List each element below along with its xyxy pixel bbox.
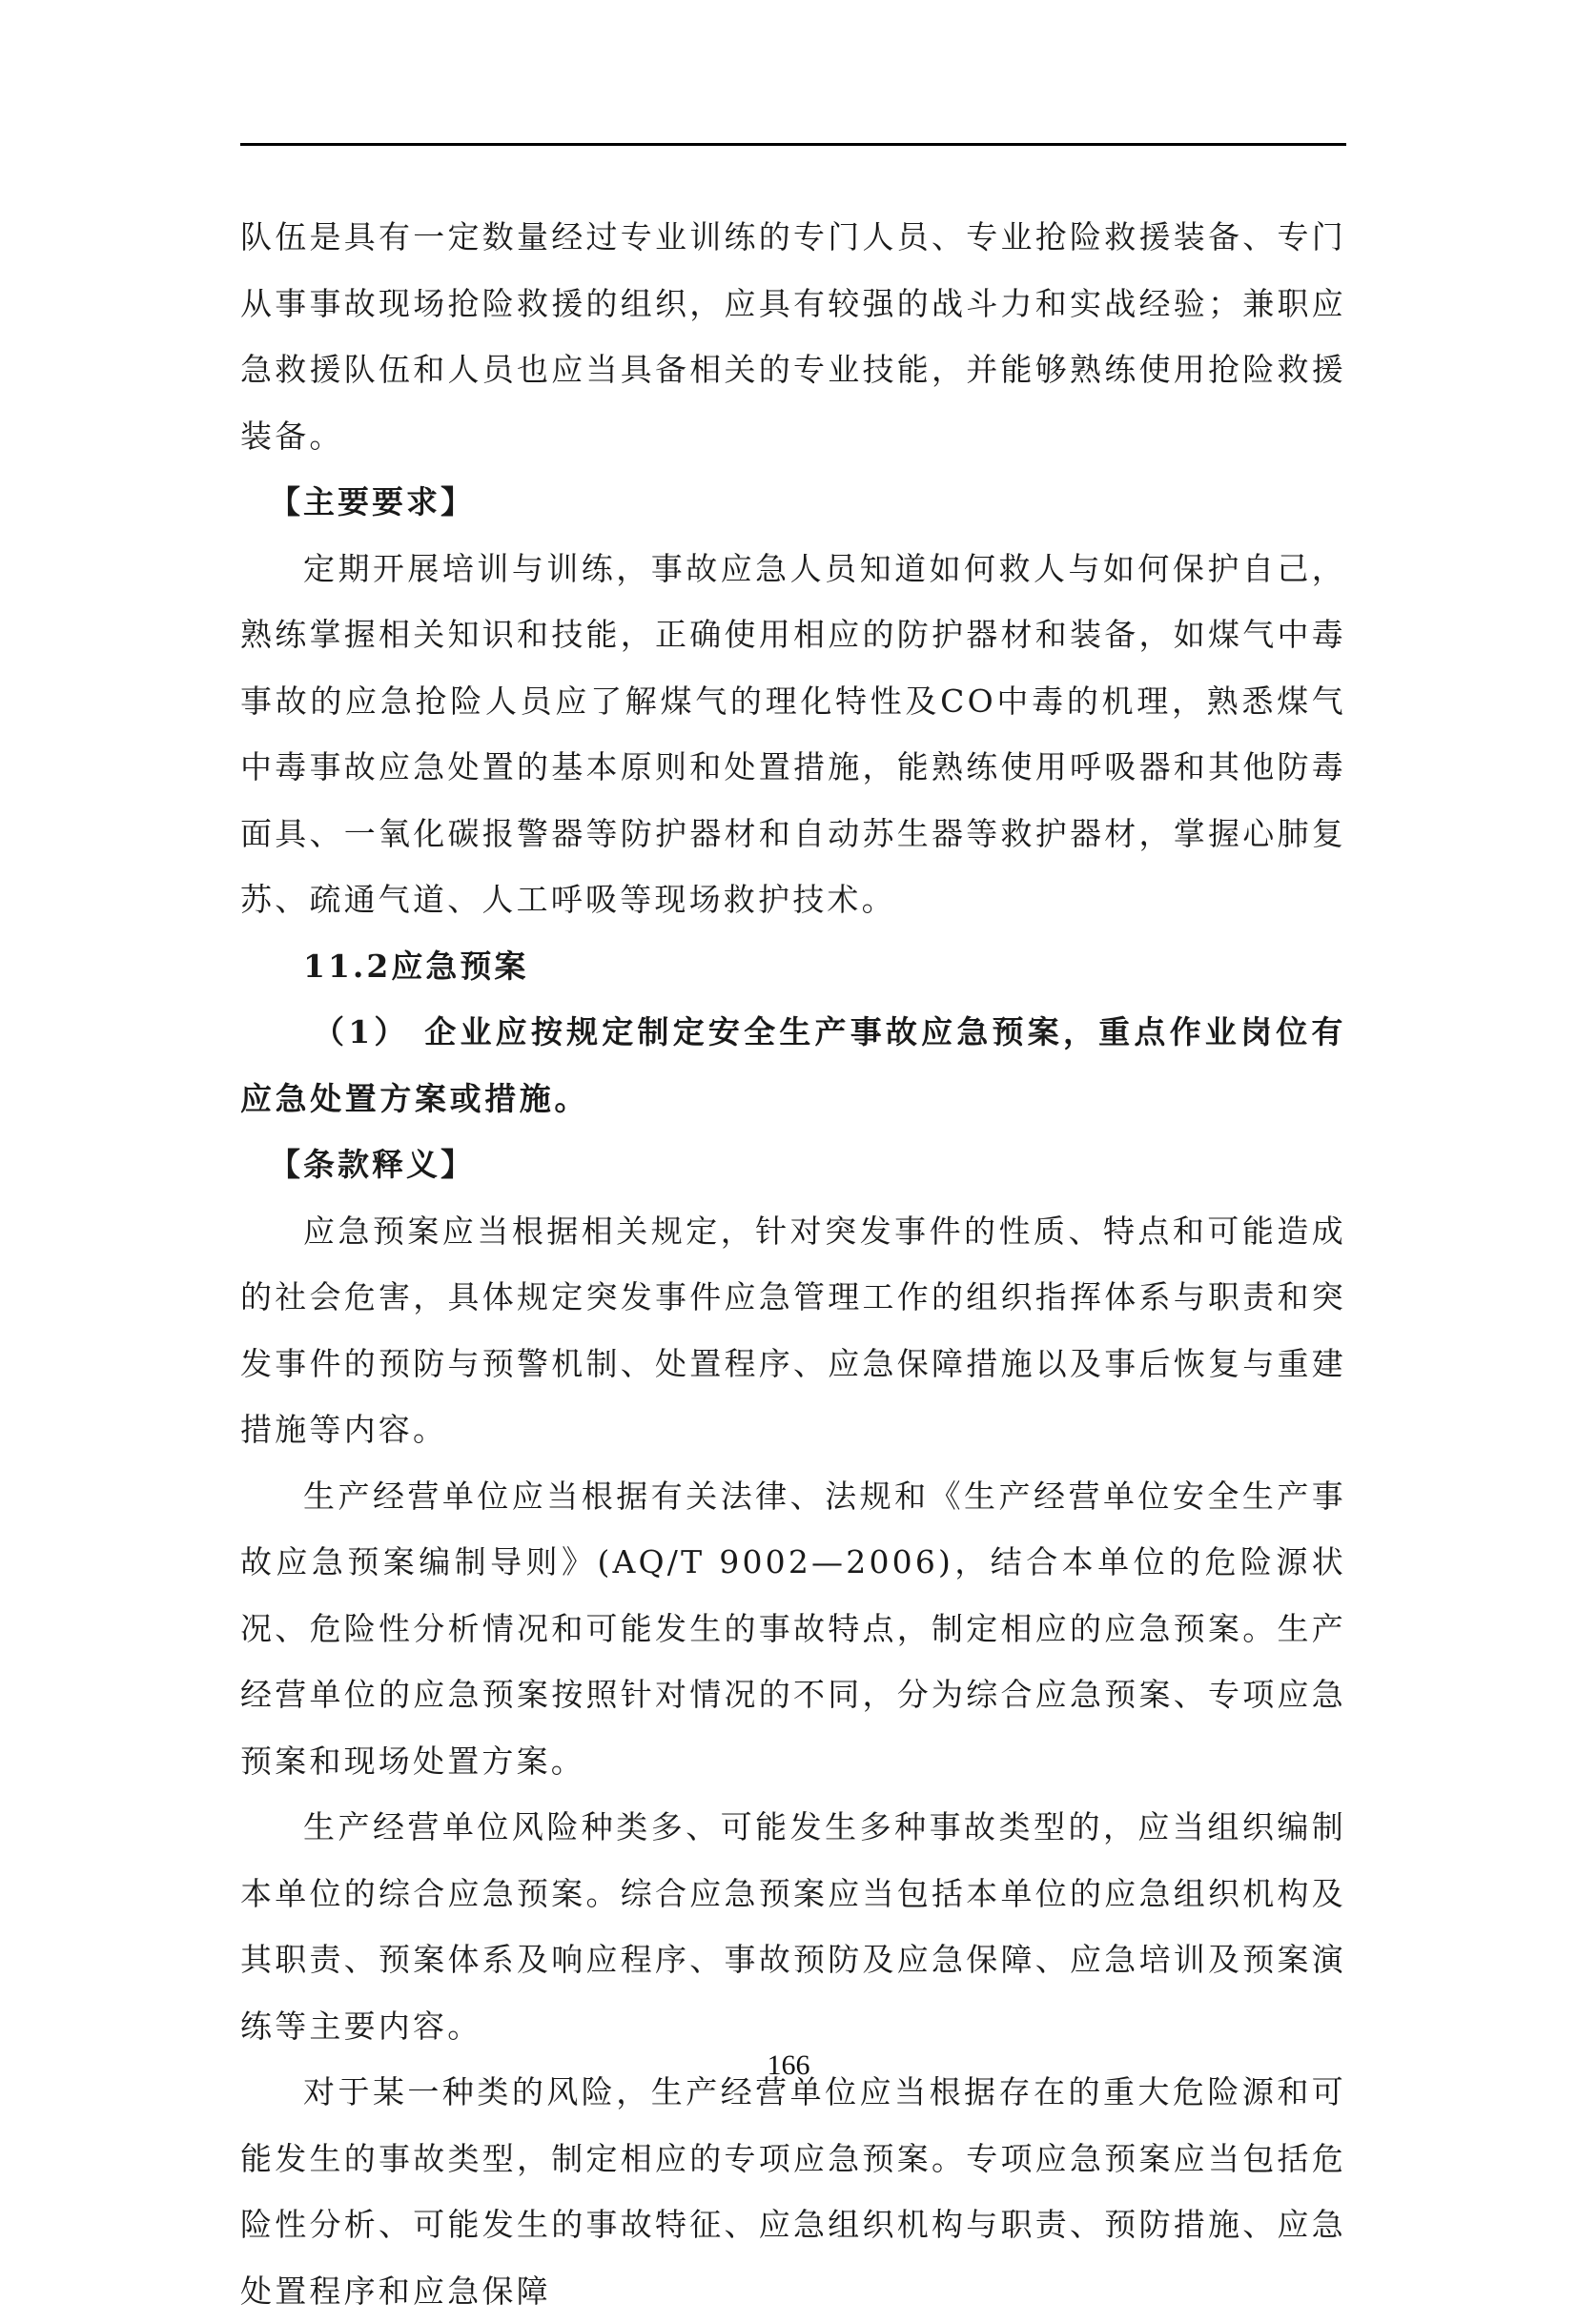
paragraph-special-plan: 对于某一种类的风险，生产经营单位应当根据存在的重大危险源和可能发生的事故类型，制定相应的专项应急预案。专项应急预案应当包括危险性分析、可能发生的事故特征、应急组织机构与职责、预防措施、应急处置程序和应急保障 <box>240 2073 1346 2310</box>
section-title-emergency-plan: 11.2应急预案 <box>303 947 529 985</box>
heading-clause-interpretation: 【条款释义】 <box>269 1146 475 1183</box>
header-rule <box>240 143 1346 146</box>
paragraph-comprehensive-plan: 生产经营单位风险种类多、可能发生多种事故类型的，应当组织编制本单位的综合应急预案。综合应急预案应当包括本单位的应急组织机构及其职责、预案体系及响应程序、事故预防及应急保障、应急培训及预案演练等主要内容。 <box>240 1808 1346 2045</box>
paragraph-training-requirements: 定期开展培训与训练，事故应急人员知道如何救人与如何保护自己，熟练掌握相关知识和技能，正确使用相应的防护器材和装备，如煤气中毒事故的应急抢险人员应了解煤气的理化特性及CO中毒的机理，熟悉煤气中毒事故应急处置的基本原则和处置措施，能熟练使用呼吸器和其他防毒面具、一氧化碳报警器等防护器材和自动苏生器等救护器材，掌握心肺复苏、疏通气道、人工呼吸等现场救护技术。 <box>240 549 1346 918</box>
clause-1: （1） 企业应按规定制定安全生产事故应急预案，重点作业岗位有应急处置方案或措施。 <box>240 1013 1346 1117</box>
page-body <box>240 204 1346 2324</box>
paragraph-team-description: 队伍是具有一定数量经过专业训练的专门人员、专业抢险救援装备、专门从事事故现场抢险救援的组织，应具有较强的战斗力和实战经验；兼职应急救援队伍和人员也应当具备相关的专业技能，并能够熟练使用抢险救援装备。 <box>240 218 1346 455</box>
heading-main-requirements: 【主要要求】 <box>269 483 475 520</box>
paragraph-plan-guideline: 生产经营单位应当根据有关法律、法规和《生产经营单位安全生产事故应急预案编制导则》(AQ/T 9002—2006)，结合本单位的危险源状况、危险性分析情况和可能发生的事故特点，制定相应的应急预案。生产经营单位的应急预案按照针对情况的不同，分为综合应急预案、专项应急预案和现场处置方案。 <box>240 1477 1346 1780</box>
paragraph-plan-definition: 应急预案应当根据相关规定，针对突发事件的性质、特点和可能造成的社会危害，具体规定突发事件应急管理工作的组织指挥体系与职责和突发事件的预防与预警机制、处置程序、应急保障措施以及事后恢复与重建措施等内容。 <box>240 1212 1346 1448</box>
page-number: 166 <box>767 2049 810 2081</box>
